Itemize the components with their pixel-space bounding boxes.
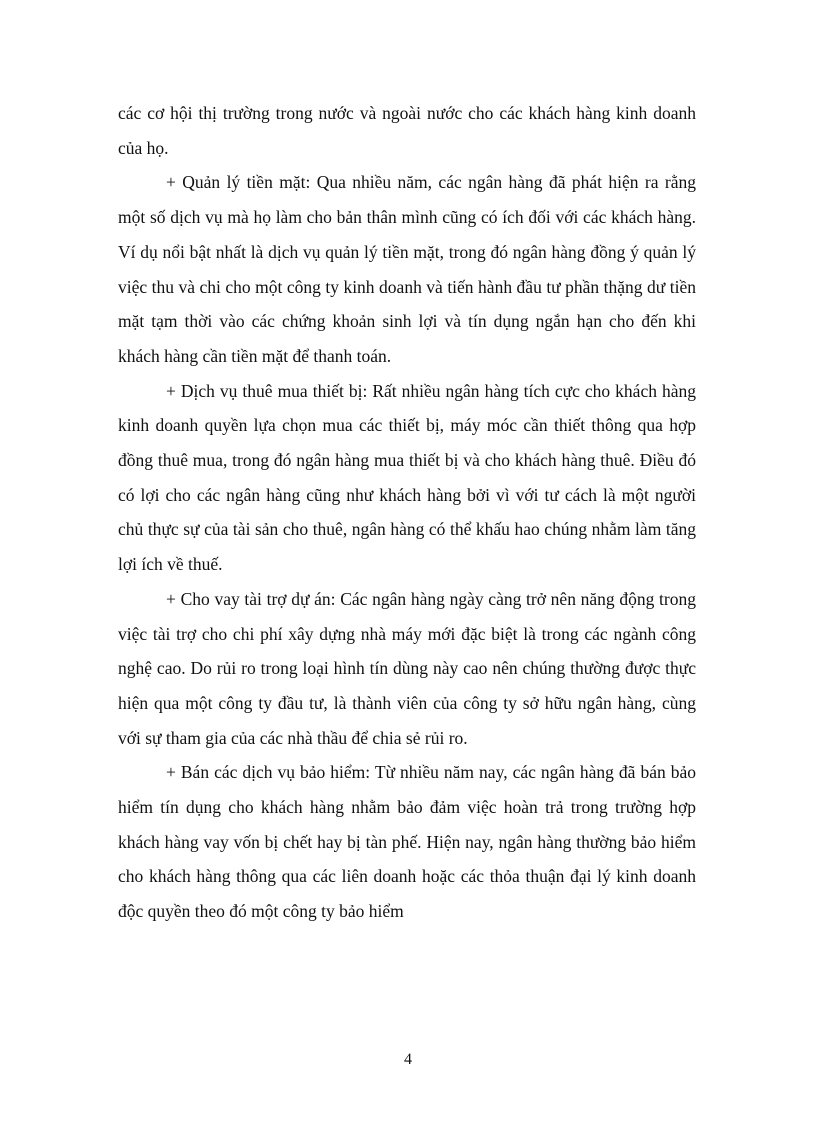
paragraph-equipment-leasing: + Dịch vụ thuê mua thiết bị: Rất nhiều ngân hàng tích cực cho khách hàng kinh doanh quyền lựa chọn mua các thiết bị, máy móc cần thiết thông qua hợp đồng thuê mua, trong đó ngân hàng mua thiết bị và cho khách hàng thuê. Điều đó có lợi cho các ngân hàng cũng như khách hàng bởi vì với tư cách là một người chủ thực sự của tài sản cho thuê, ngân hàng có thể khấu hao chúng nhằm làm tăng lợi ích về thuế. <box>118 380 696 575</box>
body-text <box>118 96 696 929</box>
paragraph-project-financing: + Cho vay tài trợ dự án: Các ngân hàng ngày càng trở nên năng động trong việc tài trợ cho chi phí xây dựng nhà máy mới đặc biệt là trong các ngành công nghệ cao. Do rủi ro trong loại hình tín dùng này cao nên chúng thường được thực hiện qua một công ty đầu tư, là thành viên của công ty sở hữu ngân hàng, cùng với sự tham gia của các nhà thầu để chia sẻ rủi ro. <box>118 588 696 748</box>
paragraph-continuation: các cơ hội thị trường trong nước và ngoài nước cho các khách hàng kinh doanh của họ. <box>118 103 696 158</box>
paragraph-cash-management: + Quản lý tiền mặt: Qua nhiều năm, các ngân hàng đã phát hiện ra rằng một số dịch vụ mà họ làm cho bản thân mình cũng có ích đối với các khách hàng. Ví dụ nổi bật nhất là dịch vụ quản lý tiền mặt, trong đó ngân hàng đồng ý quản lý việc thu và chi cho một công ty kinh doanh và tiến hành đầu tư phần thặng dư tiền mặt tạm thời vào các chứng khoản sinh lợi và tín dụng ngắn hạn cho đến khi khách hàng cần tiền mặt để thanh toán. <box>118 172 696 366</box>
paragraph-insurance-services: + Bán các dịch vụ bảo hiểm: Từ nhiều năm nay, các ngân hàng đã bán bảo hiểm tín dụng cho khách hàng nhằm bảo đảm việc hoàn trả trong trường hợp khách hàng vay vốn bị chết hay bị tàn phế. Hiện nay, ngân hàng thường bảo hiểm cho khách hàng thông qua các liên doanh hoặc các thỏa thuận đại lý kinh doanh độc quyền theo đó một công ty bảo hiểm <box>118 762 696 922</box>
page-number: 4 <box>404 1051 412 1068</box>
